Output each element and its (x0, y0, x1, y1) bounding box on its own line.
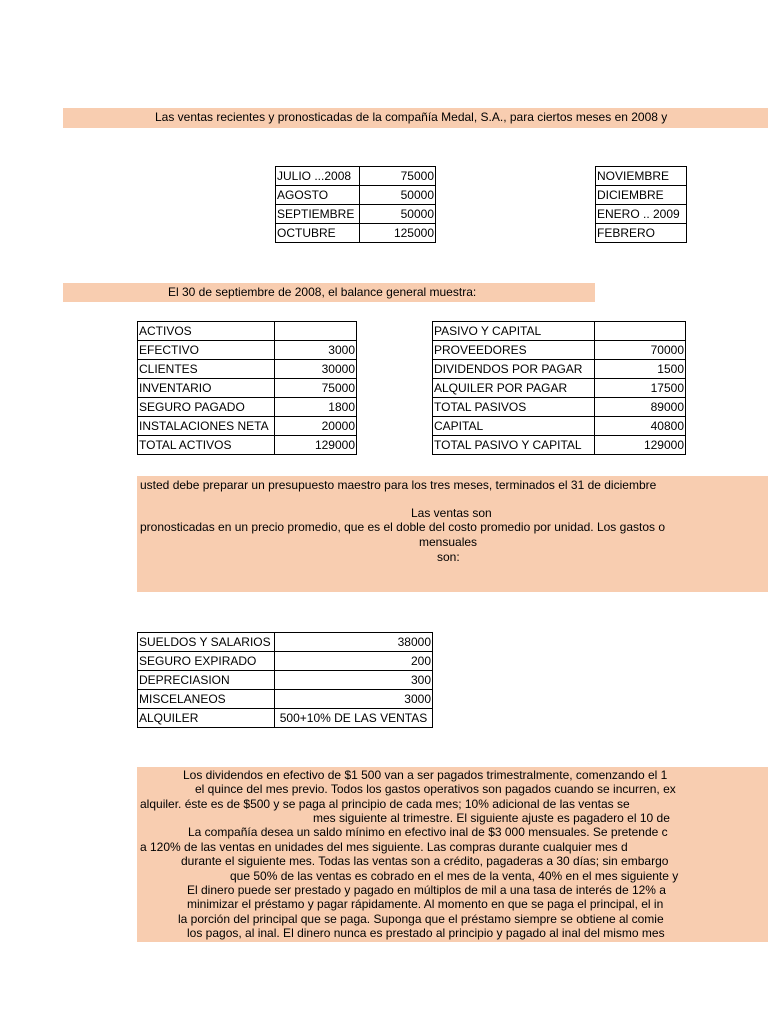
final-note-line: el quince del mes previo. Todos los gastos operativos son pagados cuando se incurren, ex (195, 782, 676, 796)
table-row (138, 633, 433, 652)
assets-table (137, 321, 357, 455)
value-cell: 50000 (360, 186, 436, 205)
table-row (276, 186, 436, 205)
table-row (433, 379, 686, 398)
liability-value: 89000 (595, 398, 686, 417)
asset-label: INSTALACIONES NETA (138, 417, 275, 436)
final-note-line: alquiler. éste es de $500 y se paga al principio de cada mes; 10% adicional de las ventas se (140, 797, 630, 811)
liability-label: ALQUILER POR PAGAR (433, 379, 595, 398)
table-row (138, 360, 357, 379)
liability-label: DIVIDENDOS POR PAGAR (433, 360, 595, 379)
table-row (138, 709, 433, 728)
final-note-line: a 120% de las ventas en unidades del mes siguiente. Las compras durante cualquier mes d (140, 840, 628, 854)
table-row (596, 186, 687, 205)
empty-cell (595, 322, 686, 341)
asset-value: 75000 (275, 379, 357, 398)
liability-label: PROVEEDORES (433, 341, 595, 360)
month-cell: FEBRERO (596, 224, 687, 243)
expense-label: ALQUILER (138, 709, 275, 728)
expense-value: 200 (275, 652, 433, 671)
table-row (433, 322, 686, 341)
final-note-line: que 50% de las ventas es cobrado en el mes de la venta, 40% en el mes siguiente y (230, 869, 679, 883)
sales-table-right (595, 166, 687, 243)
table-row (433, 360, 686, 379)
table-row (138, 322, 357, 341)
budget-note-line: mensuales (419, 535, 478, 549)
asset-label: INVENTARIO (138, 379, 275, 398)
liability-value: 70000 (595, 341, 686, 360)
liability-value: 40800 (595, 417, 686, 436)
table-row (138, 690, 433, 709)
expense-label: DEPRECIASION (138, 671, 275, 690)
final-note-line: los pagos, al inal. El dinero nunca es prestado al principio y pagado al inal del mismo mes (187, 926, 665, 940)
final-note-band (137, 767, 768, 942)
final-note-line: minimizar el préstamo y pagar rápidamente. Al momento en que se paga el principal, el in (187, 897, 664, 911)
month-cell: ENERO .. 2009 (596, 205, 687, 224)
budget-note-line: son: (437, 550, 460, 564)
value-cell: 50000 (360, 205, 436, 224)
asset-label: SEGURO PAGADO (138, 398, 275, 417)
expense-label: MISCELANEOS (138, 690, 275, 709)
sales-table-left (275, 166, 436, 243)
asset-value: 20000 (275, 417, 357, 436)
table-row (276, 224, 436, 243)
budget-note-line: pronosticadas en un precio promedio, que es el doble del costo promedio por unidad. Los gastos o (140, 520, 666, 534)
liability-value: 1500 (595, 360, 686, 379)
final-note-line: mes siguiente al trimestre. El siguiente ajuste es pagadero el 10 de (313, 811, 670, 825)
final-note-line: Los dividendos en efectivo de $1 500 van a ser pagados trimestralmente, comenzando el 1 (183, 768, 668, 782)
table-row (138, 671, 433, 690)
value-cell: 125000 (360, 224, 436, 243)
asset-label: CLIENTES (138, 360, 275, 379)
table-row (138, 417, 357, 436)
table-row (596, 224, 687, 243)
asset-value: 30000 (275, 360, 357, 379)
table-row (138, 341, 357, 360)
balance-intro-text: El 30 de septiembre de 2008, el balance general muestra: (168, 285, 477, 299)
expense-value: 3000 (275, 690, 433, 709)
asset-label: TOTAL ACTIVOS (138, 436, 275, 455)
asset-value: 129000 (275, 436, 357, 455)
expense-value: 500+10% DE LAS VENTAS (275, 709, 433, 728)
liability-label: TOTAL PASIVO Y CAPITAL (433, 436, 595, 455)
expense-label: SEGURO EXPIRADO (138, 652, 275, 671)
table-row (433, 341, 686, 360)
month-cell: OCTUBRE (276, 224, 360, 243)
balance-intro-band (63, 283, 595, 302)
budget-note-line: usted debe preparar un presupuesto maestro para los tres meses, terminados el 31 de diciembre (140, 478, 657, 492)
final-note-line: durante el siguiente mes. Todas las ventas son a crédito, pagaderas a 30 días; sin embargo (181, 854, 669, 868)
table-row (138, 436, 357, 455)
liabilities-title: PASIVO Y CAPITAL (433, 322, 595, 341)
month-cell: AGOSTO (276, 186, 360, 205)
budget-note-band (137, 476, 768, 592)
table-row (596, 205, 687, 224)
table-row (276, 167, 436, 186)
liabilities-table (432, 321, 686, 455)
month-cell: SEPTIEMBRE (276, 205, 360, 224)
final-note-line: El dinero puede ser prestado y pagado en múltiplos de mil a una tasa de interés de 12% a (187, 883, 666, 897)
liability-value: 17500 (595, 379, 686, 398)
table-row (433, 436, 686, 455)
month-cell: JULIO ...2008 (276, 167, 360, 186)
table-row (596, 167, 687, 186)
expense-value: 300 (275, 671, 433, 690)
liability-label: TOTAL PASIVOS (433, 398, 595, 417)
month-cell: NOVIEMBRE (596, 167, 687, 186)
expenses-table (137, 632, 433, 728)
intro-text: Las ventas recientes y pronosticadas de la compañía Medal, S.A., para ciertos meses en 2008 y (155, 110, 668, 124)
liability-value: 129000 (595, 436, 686, 455)
asset-value: 1800 (275, 398, 357, 417)
final-note-line: la porción del principal que se paga. Suponga que el préstamo siempre se obtiene al comie (178, 912, 664, 926)
table-row (276, 205, 436, 224)
table-row (433, 398, 686, 417)
table-row (138, 652, 433, 671)
table-row (433, 417, 686, 436)
table-row (138, 398, 357, 417)
empty-cell (275, 322, 357, 341)
expense-label: SUELDOS Y SALARIOS (138, 633, 275, 652)
intro-band (63, 108, 768, 128)
assets-title: ACTIVOS (138, 322, 275, 341)
asset-value: 3000 (275, 341, 357, 360)
value-cell: 75000 (360, 167, 436, 186)
expense-value: 38000 (275, 633, 433, 652)
asset-label: EFECTIVO (138, 341, 275, 360)
liability-label: CAPITAL (433, 417, 595, 436)
budget-note-line: Las ventas son (411, 506, 492, 520)
final-note-line: La compañía desea un saldo mínimo en efectivo inal de $3 000 mensuales. Se pretende c (188, 825, 668, 839)
month-cell: DICIEMBRE (596, 186, 687, 205)
table-row (138, 379, 357, 398)
